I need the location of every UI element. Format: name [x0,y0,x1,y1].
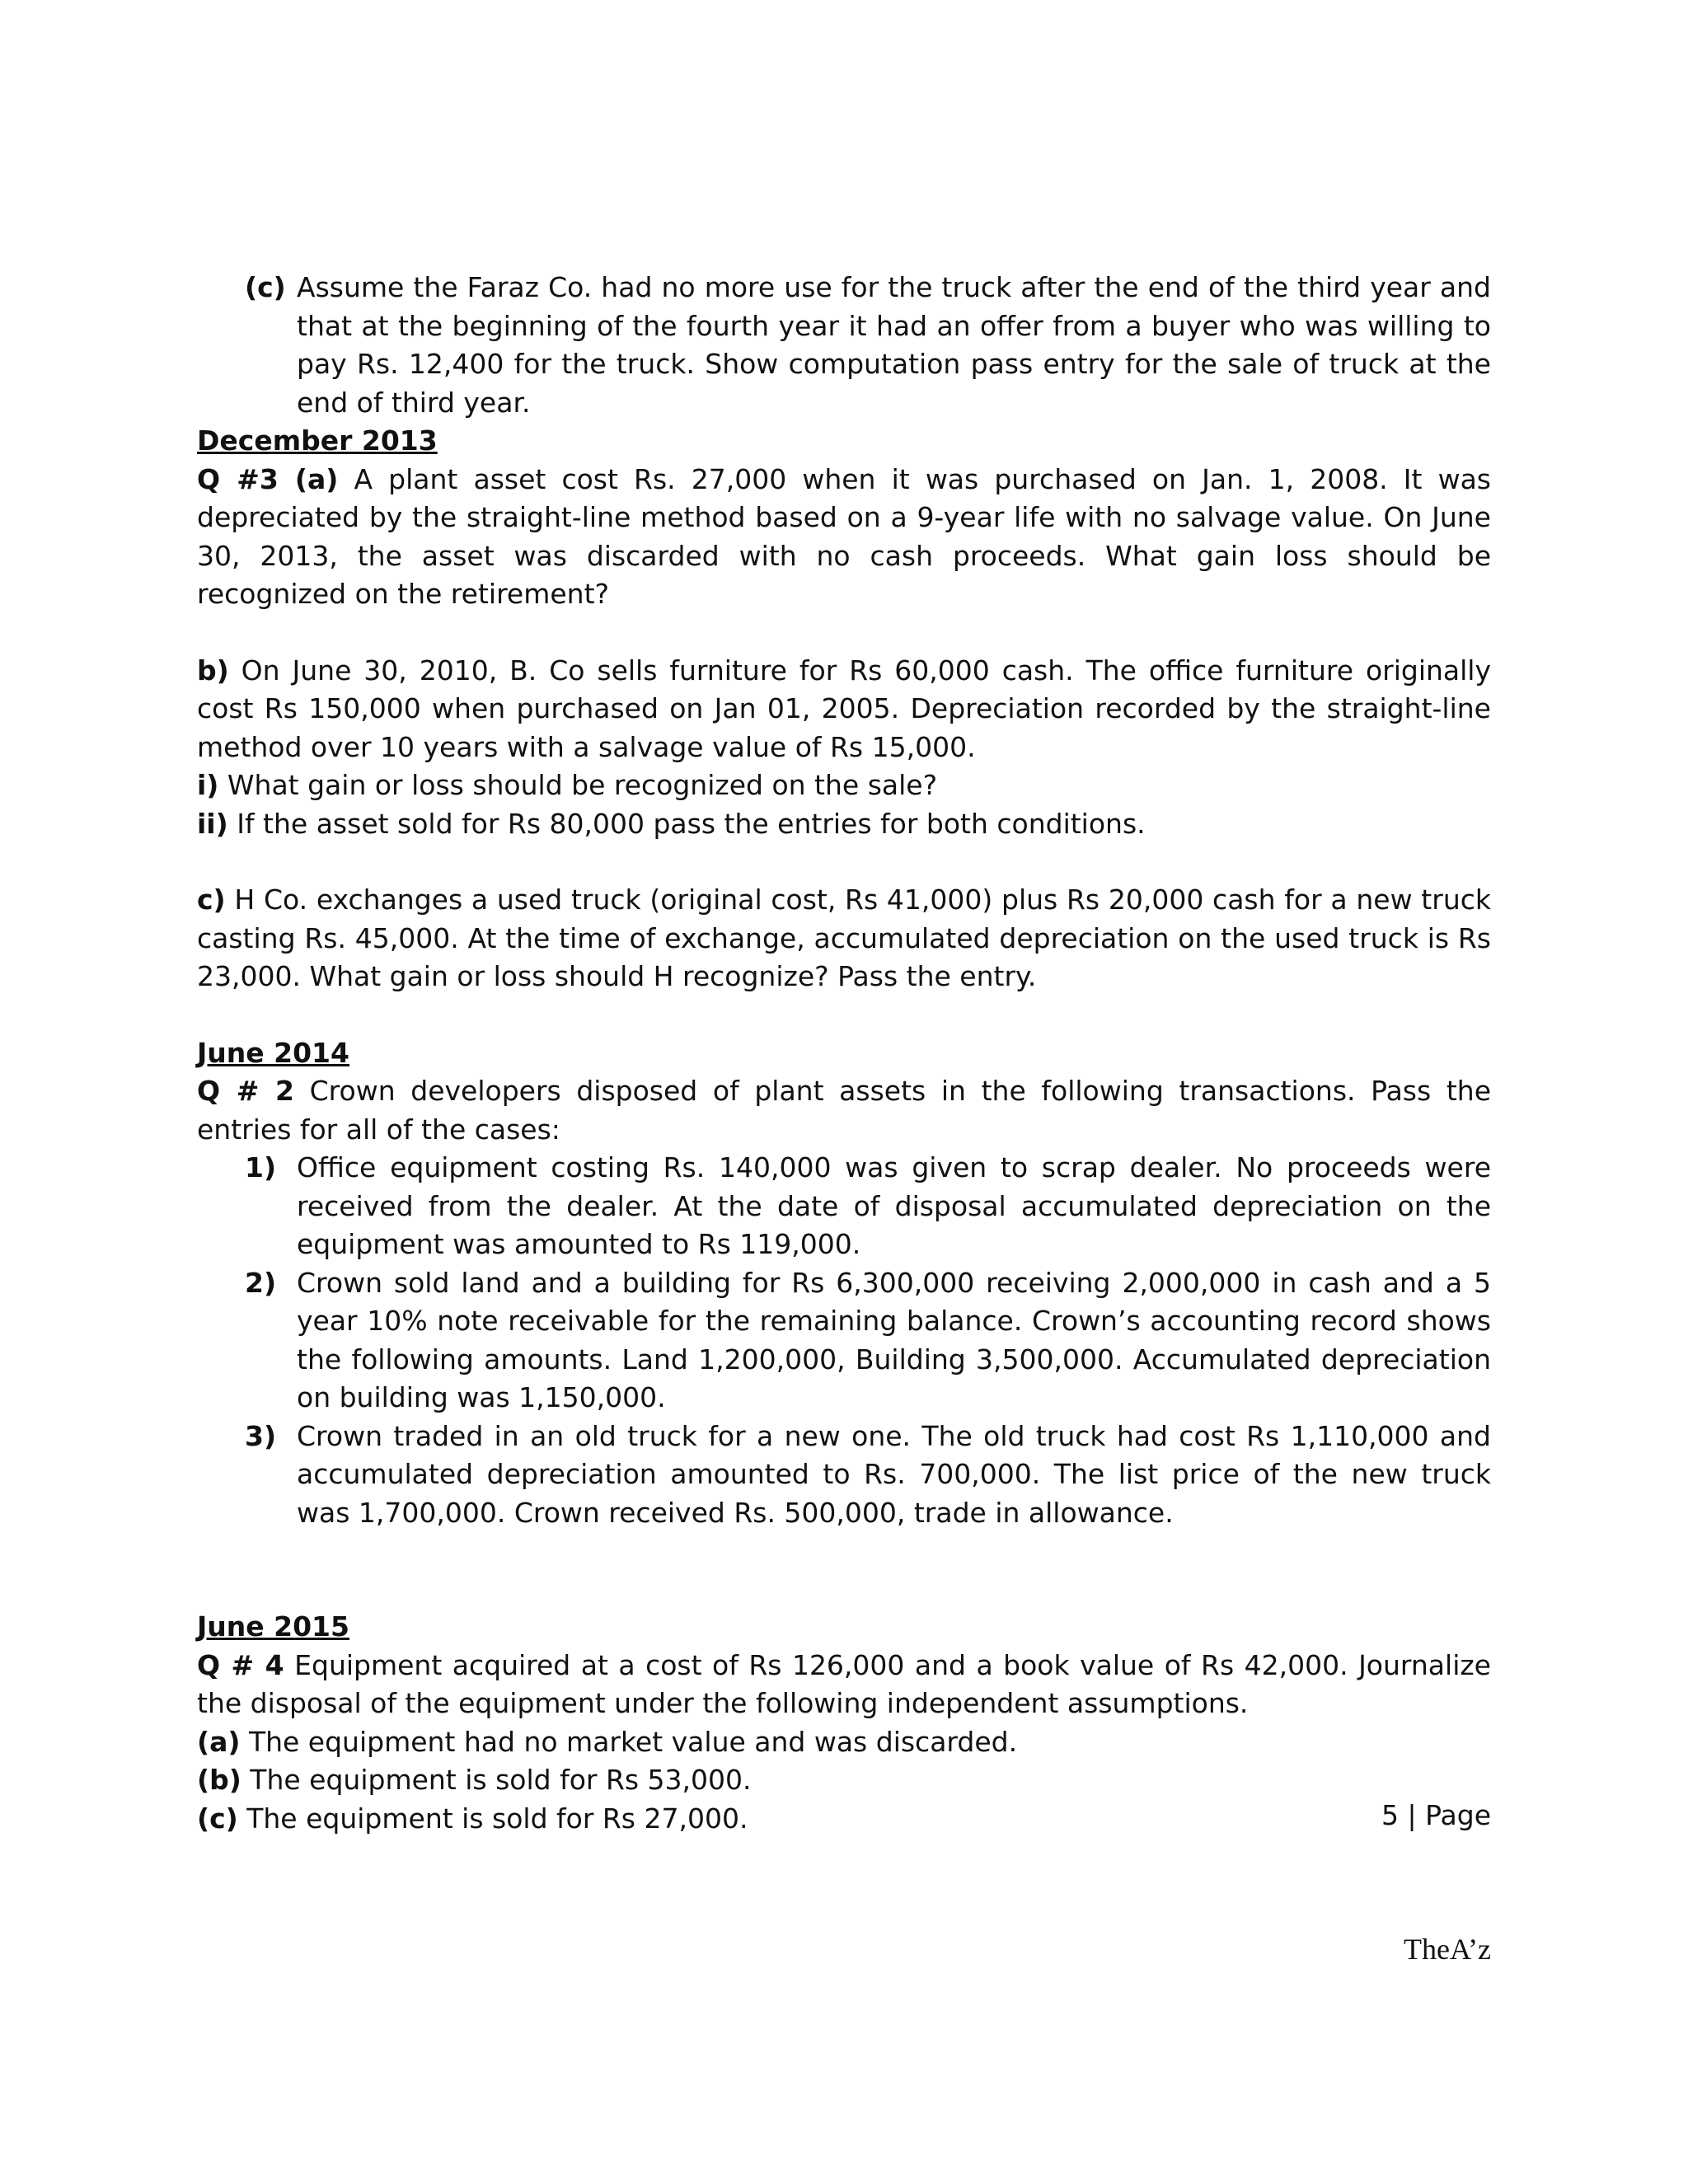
question-q3a [197,461,1491,614]
question-label: i) [197,769,219,801]
question-part-c [197,881,1491,996]
question-part-b [197,1761,1491,1800]
item-text: Crown traded in an old truck for a new one. The old truck had cost Rs 1,110,000 and accumulated depreciation amounted to Rs. 700,000. The list price of the new truck was 1,700,000. Crown received Rs. 500,000, trade in allowance. [297,1419,1491,1529]
list-item [197,1264,1491,1418]
question-q2 [197,1072,1491,1149]
question-text: On June 30, 2010, B. Co sells furniture for Rs 60,000 cash. The office furniture originally cost Rs 150,000 when purchased on Jan 01, 2005. Depreciation recorded by the straight-line method over 10 years with a salvage value of Rs 15,000. [197,654,1491,763]
brand-footer: TheA’z [1404,1933,1491,1966]
question-text: Equipment acquired at a cost of Rs 126,000 and a book value of Rs 42,000. Journalize the disposal of the equipment under the following independent assumptions. [197,1648,1491,1719]
question-part-b [197,652,1491,767]
question-label: Q #3 (a) [197,462,339,495]
question-label: Q # 2 [197,1075,294,1107]
question-label: b) [197,654,229,687]
question-text: The equipment is sold for Rs 53,000. [250,1764,752,1796]
question-label: (c) [197,1802,238,1835]
item-text: Crown sold land and a building for Rs 6,300,000 receiving 2,000,000 in cash and a 5 year 10% note receivable for the remaining balance. Crown’s accounting record shows the following amounts. Land 1,200,000, Building 3,500,000. Accumulated depreciation on building was 1,150,000. [297,1266,1491,1413]
question-part-b-i [197,766,1491,805]
question-part-c-intro [197,269,1491,422]
question-q4 [197,1647,1491,1723]
question-part-b-ii [197,805,1491,844]
question-text: The equipment is sold for Rs 27,000. [246,1802,748,1835]
section-heading-june-2014: June 2014 [197,1036,349,1069]
question-text: H Co. exchanges a used truck (original cost, Rs 41,000) plus Rs 20,000 cash for a new truck casting Rs. 45,000. At the time of exchange, accumulated depreciation on the used truck is Rs 23,000. What gain or loss should H recognize? Pass the entry. [197,883,1491,992]
question-label: ii) [197,807,228,840]
item-label: 2) [245,1266,277,1299]
part-label: (c) [245,271,286,303]
question-text: Crown developers disposed of plant assets in the following transactions. Pass the entries for all of the cases: [197,1075,1491,1146]
question-label: c) [197,883,226,916]
question-label: Q # 4 [197,1648,284,1681]
question-label: (a) [197,1725,241,1758]
list-item [197,1149,1491,1264]
question-part-a [197,1723,1491,1762]
section-heading-december-2013: December 2013 [197,424,438,457]
question-part-c [197,1800,1491,1839]
section-heading-june-2015: June 2015 [197,1610,349,1643]
question-text: If the asset sold for Rs 80,000 pass the entries for both conditions. [237,807,1146,840]
item-label: 3) [245,1419,277,1452]
page-number: 5 | Page [1381,1799,1491,1831]
item-label: 1) [245,1151,277,1183]
part-text: Assume the Faraz Co. had no more use for the truck after the end of the third year and that at the beginning of the fourth year it had an offer from a buyer who was willing to pay Rs. 12,400 for the truck. Show computation pass entry for the sale of truck at the end of third year. [297,271,1491,419]
item-text: Office equipment costing Rs. 140,000 was given to scrap dealer. No proceeds were received from the dealer. At the date of disposal accumulated depreciation on the equipment was amounted to Rs 119,000. [297,1151,1491,1260]
question-text: What gain or loss should be recognized on the sale? [227,769,938,801]
question-label: (b) [197,1764,241,1796]
list-item [197,1418,1491,1533]
question-text: A plant asset cost Rs. 27,000 when it was purchased on Jan. 1, 2008. It was depreciated by the straight-line method based on a 9-year life with no salvage value. On June 30, 2013, the asset was discarded with no cash proceeds. What gain loss should be recognized on the retirement? [197,462,1491,610]
document-page [197,269,1491,1838]
question-text: The equipment had no market value and was discarded. [248,1725,1018,1758]
